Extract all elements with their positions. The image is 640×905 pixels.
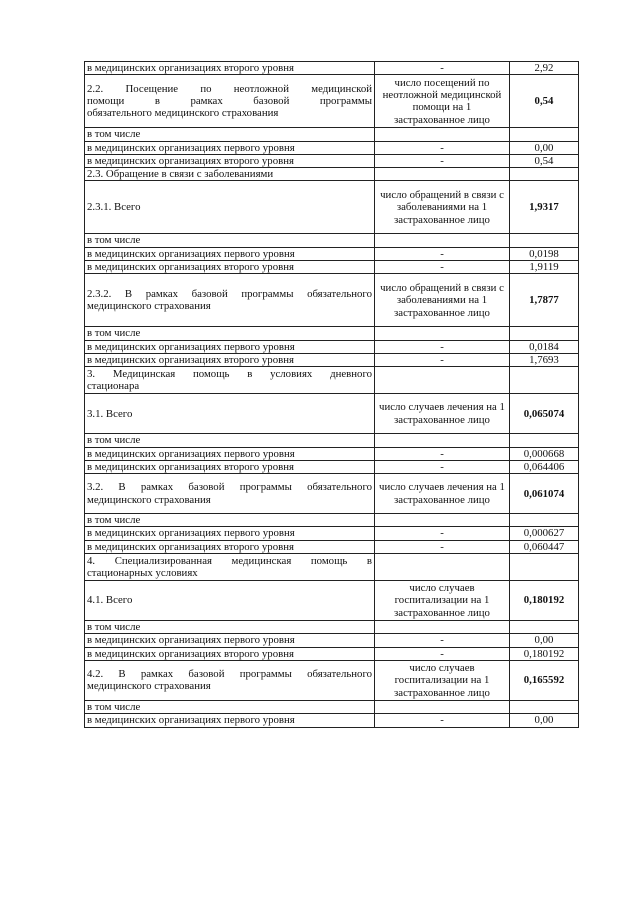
unit-cell — [375, 700, 510, 713]
section-heading — [85, 554, 375, 581]
table-row — [85, 75, 579, 128]
indicator-name: в медицинских организациях первого уровня — [85, 247, 375, 260]
unit-cell — [375, 234, 510, 247]
unit-cell — [375, 168, 510, 181]
table-row — [85, 527, 579, 540]
indicator-name-line: медицинского страхования — [87, 493, 211, 506]
value-cell — [510, 700, 579, 713]
indicator-name — [85, 660, 375, 700]
indicator-name: в том числе — [85, 327, 375, 340]
unit-cell: число случаев госпитализации на 1 застрахованное лицо — [375, 660, 510, 700]
indicator-name: в том числе — [85, 700, 375, 713]
indicator-name: в медицинских организациях второго уровня — [85, 62, 375, 75]
indicator-name: в медицинских организациях второго уровня — [85, 154, 375, 167]
table-row — [85, 447, 579, 460]
indicator-name-line: стационарных условиях — [87, 567, 198, 580]
value-cell: 0,061074 — [510, 474, 579, 514]
section-heading — [85, 367, 375, 394]
unit-cell — [375, 128, 510, 141]
unit-cell — [375, 327, 510, 340]
table-row — [85, 460, 579, 473]
unit-cell: - — [375, 154, 510, 167]
value-cell: 0,180192 — [510, 581, 579, 621]
value-cell: 0,54 — [510, 75, 579, 128]
indicator-name: в медицинских организациях второго уровня — [85, 353, 375, 366]
value-cell — [510, 621, 579, 634]
value-cell: 1,7877 — [510, 274, 579, 327]
indicator-name: 2.3.1. Всего — [85, 181, 375, 234]
indicator-name — [85, 75, 375, 128]
table-row — [85, 128, 579, 141]
indicator-name-line: 2.3.2. В рамках базовой программы обязательного — [87, 288, 372, 301]
unit-cell: - — [375, 460, 510, 473]
table-row — [85, 554, 579, 581]
indicator-name-line: медицинского страхования — [87, 680, 211, 693]
value-cell: 0,00 — [510, 634, 579, 647]
table-row — [85, 340, 579, 353]
table-row — [85, 274, 579, 327]
value-cell — [510, 128, 579, 141]
table-row — [85, 647, 579, 660]
table-row — [85, 327, 579, 340]
indicator-name-line: 4. Специализированная медицинская помощь в — [87, 554, 372, 567]
unit-cell — [375, 554, 510, 581]
value-cell: 1,7693 — [510, 353, 579, 366]
table-row — [85, 62, 579, 75]
table-row — [85, 261, 579, 274]
indicator-name: 3.1. Всего — [85, 394, 375, 434]
table-row — [85, 353, 579, 366]
indicator-name: в медицинских организациях первого уровня — [85, 340, 375, 353]
value-cell — [510, 434, 579, 447]
unit-cell: число обращений в связи с заболеваниями на 1 застрахованное лицо — [375, 274, 510, 327]
indicator-name: в том числе — [85, 514, 375, 527]
unit-cell: число обращений в связи с заболеваниями на 1 застрахованное лицо — [375, 181, 510, 234]
unit-cell: - — [375, 647, 510, 660]
indicator-name-line: 4.2. В рамках базовой программы обязательного — [87, 668, 372, 681]
table-row — [85, 634, 579, 647]
value-cell — [510, 514, 579, 527]
indicator-name: 4.1. Всего — [85, 581, 375, 621]
value-cell: 1,9119 — [510, 261, 579, 274]
unit-cell: число случаев госпитализации на 1 застрахованное лицо — [375, 581, 510, 621]
table-row — [85, 540, 579, 553]
value-cell: 0,165592 — [510, 660, 579, 700]
value-cell — [510, 234, 579, 247]
unit-cell: число случаев лечения на 1 застрахованное лицо — [375, 394, 510, 434]
table-row — [85, 660, 579, 700]
indicator-name — [85, 274, 375, 327]
indicator-name: в медицинских организациях второго уровня — [85, 540, 375, 553]
unit-cell: - — [375, 141, 510, 154]
table-row — [85, 394, 579, 434]
value-cell — [510, 168, 579, 181]
indicator-name: в медицинских организациях первого уровня — [85, 634, 375, 647]
indicators-table — [84, 61, 579, 728]
table-row — [85, 514, 579, 527]
unit-cell: - — [375, 353, 510, 366]
value-cell: 0,00 — [510, 141, 579, 154]
value-cell — [510, 554, 579, 581]
table-row — [85, 621, 579, 634]
indicator-name-line: медицинского страхования — [87, 300, 211, 313]
value-cell: 0,0198 — [510, 247, 579, 260]
unit-cell: - — [375, 714, 510, 727]
table-row — [85, 234, 579, 247]
table-row — [85, 141, 579, 154]
indicator-name-line: 3. Медицинская помощь в условиях дневного — [87, 367, 372, 380]
indicator-name: в том числе — [85, 234, 375, 247]
unit-cell: - — [375, 527, 510, 540]
indicator-name-line: 3.2. В рамках базовой программы обязательного — [87, 481, 372, 494]
indicator-name: 2.3. Обращение в связи с заболеваниями — [85, 168, 375, 181]
value-cell: 0,000668 — [510, 447, 579, 460]
indicator-name: в медицинских организациях первого уровня — [85, 527, 375, 540]
indicator-name: в том числе — [85, 621, 375, 634]
indicator-name: в медицинских организациях второго уровня — [85, 460, 375, 473]
value-cell: 0,060447 — [510, 540, 579, 553]
table-row — [85, 181, 579, 234]
indicator-name-line: помощи в рамках базовой программы — [87, 95, 372, 108]
table-row — [85, 714, 579, 727]
table-row — [85, 434, 579, 447]
indicator-name-line: стационара — [87, 380, 140, 393]
table-row — [85, 474, 579, 514]
table-row — [85, 154, 579, 167]
unit-cell: число посещений по неотложной медицинской помощи на 1 застрахованное лицо — [375, 75, 510, 128]
indicator-name: в медицинских организациях второго уровня — [85, 261, 375, 274]
unit-cell: - — [375, 340, 510, 353]
indicator-name: в том числе — [85, 128, 375, 141]
indicator-name-line: обязательного медицинского страхования — [87, 107, 279, 120]
value-cell: 0,54 — [510, 154, 579, 167]
indicator-name: в медицинских организациях первого уровня — [85, 714, 375, 727]
table-row — [85, 367, 579, 394]
indicator-name: в медицинских организациях первого уровня — [85, 447, 375, 460]
value-cell: 2,92 — [510, 62, 579, 75]
table-row — [85, 247, 579, 260]
unit-cell: - — [375, 247, 510, 260]
unit-cell: - — [375, 540, 510, 553]
value-cell: 0,065074 — [510, 394, 579, 434]
indicator-name: в том числе — [85, 434, 375, 447]
table-row — [85, 168, 579, 181]
value-cell: 0,00 — [510, 714, 579, 727]
value-cell — [510, 327, 579, 340]
indicator-name-line: 2.2. Посещение по неотложной медицинской — [87, 82, 372, 95]
indicator-name: в медицинских организациях второго уровня — [85, 647, 375, 660]
unit-cell: - — [375, 634, 510, 647]
unit-cell: - — [375, 261, 510, 274]
value-cell: 0,180192 — [510, 647, 579, 660]
unit-cell: - — [375, 447, 510, 460]
indicator-name — [85, 474, 375, 514]
unit-cell: число случаев лечения на 1 застрахованное лицо — [375, 474, 510, 514]
table-row — [85, 581, 579, 621]
value-cell — [510, 367, 579, 394]
unit-cell — [375, 367, 510, 394]
unit-cell: - — [375, 62, 510, 75]
indicator-name: в медицинских организациях первого уровня — [85, 141, 375, 154]
unit-cell — [375, 621, 510, 634]
value-cell: 0,064406 — [510, 460, 579, 473]
value-cell: 0,0184 — [510, 340, 579, 353]
table-row — [85, 700, 579, 713]
unit-cell — [375, 434, 510, 447]
value-cell: 0,000627 — [510, 527, 579, 540]
unit-cell — [375, 514, 510, 527]
value-cell: 1,9317 — [510, 181, 579, 234]
